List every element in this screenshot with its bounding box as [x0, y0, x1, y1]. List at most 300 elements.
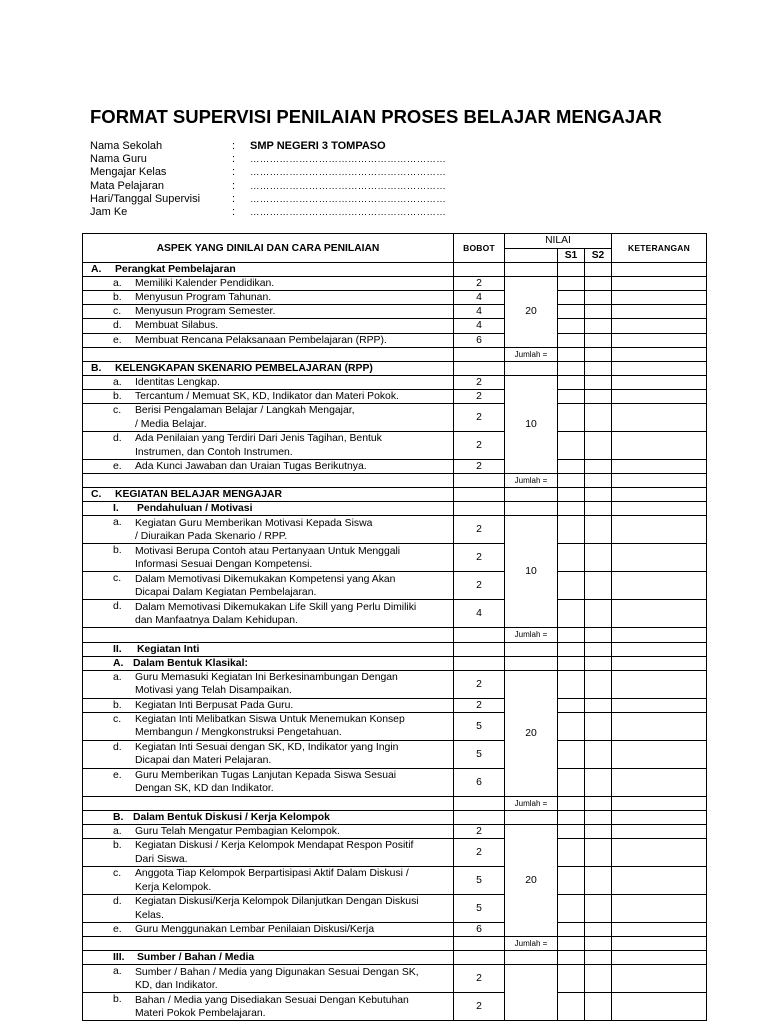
s1-cell [558, 951, 585, 965]
section-c-heading-label [83, 488, 454, 502]
table-row [83, 375, 707, 389]
table-row [83, 516, 707, 544]
keterangan-cell [612, 993, 707, 1021]
keterangan-cell [612, 642, 707, 656]
jumlah-label: Jumlah = [505, 937, 558, 951]
item-letter: c. [113, 306, 122, 318]
s2-cell [585, 796, 612, 810]
heading-title: Kegiatan Inti [137, 643, 200, 655]
s2-cell [585, 502, 612, 516]
nilai-cell [505, 361, 558, 375]
jumlah-label: Jumlah = [505, 628, 558, 642]
part-ii-heading [83, 642, 707, 656]
s2-cell [585, 740, 612, 768]
item-letter: a. [113, 376, 122, 388]
item-letter: c. [113, 573, 122, 585]
s2-cell [585, 839, 612, 867]
section-b-heading-label [83, 361, 454, 375]
jumlah-blank [83, 474, 454, 488]
item-text [83, 839, 454, 867]
heading-title: Dalam Bentuk Diskusi / Kerja Kelompok [133, 811, 330, 823]
heading-number: A. [91, 264, 102, 276]
group-score: 20 [505, 670, 558, 796]
nilai-cell [505, 810, 558, 824]
item-text [83, 544, 454, 572]
table-row [83, 740, 707, 768]
keterangan-cell [612, 965, 707, 993]
header-row [83, 234, 707, 249]
bobot-value: 2 [454, 698, 505, 712]
info-value-dots: …………………………………………………… [250, 180, 446, 192]
item-line: / Diuraikan Pada Skenario / RPP. [135, 530, 288, 542]
section-a-heading-label [83, 263, 454, 277]
info-colon: : [232, 153, 236, 166]
section-b-heading [83, 361, 707, 375]
bobot-value: 5 [454, 895, 505, 923]
s2-cell [585, 670, 612, 698]
jumlah-label: Jumlah = [505, 474, 558, 488]
keterangan-cell [612, 460, 707, 474]
item-line: Motivasi Berupa Contoh atau Pertanyaan Untuk Menggali [135, 545, 401, 557]
table-row [83, 670, 707, 698]
sub-a-heading [83, 656, 707, 670]
header-keterangan: KETERANGAN [612, 234, 707, 263]
table-row [83, 698, 707, 712]
item-line: Anggota Tiap Kelompok Berpartisipasi Aktif Dalam Diskusi / [135, 868, 409, 880]
item-line: Dicapai dan Materi Pelajaran. [135, 755, 272, 767]
s2-cell [585, 544, 612, 572]
sub-b-heading-label [83, 810, 454, 824]
s1-cell [558, 642, 585, 656]
header-aspek: ASPEK YANG DINILAI DAN CARA PENILAIAN [83, 234, 454, 263]
table-row [83, 965, 707, 993]
item-line: KD, dan Indikator. [135, 979, 218, 991]
item-line: Sumber / Bahan / Media yang Digunakan Sesuai Dengan SK, [135, 966, 419, 978]
item-line: Guru Memberikan Tugas Lanjutan Kepada Siswa Sesuai [135, 770, 397, 782]
keterangan-cell [612, 895, 707, 923]
item-text [83, 404, 454, 432]
heading-title: Perangkat Pembelajaran [115, 264, 236, 276]
item-letter: a. [113, 825, 122, 837]
table-row [83, 291, 707, 305]
s1-cell [558, 460, 585, 474]
s1-cell [558, 488, 585, 502]
table-row [83, 277, 707, 291]
heading-number: C. [91, 489, 102, 501]
info-value-school: SMP NEGERI 3 TOMPASO [250, 140, 386, 152]
keterangan-cell [612, 698, 707, 712]
section-a-heading [83, 263, 707, 277]
heading-number: A. [113, 657, 124, 669]
group-score: 10 [505, 516, 558, 628]
table-row [83, 993, 707, 1021]
keterangan-cell [612, 361, 707, 375]
keterangan-cell [612, 488, 707, 502]
item-line: Guru Menggunakan Lembar Penilaian Diskusi/Kerja [135, 924, 375, 936]
bobot-value: 2 [454, 965, 505, 993]
jumlah-blank [454, 937, 505, 951]
jumlah-blank [454, 628, 505, 642]
item-line: Ada Kunci Jawaban dan Uraian Tugas Berikutnya. [135, 461, 367, 473]
item-line: Identitas Lengkap. [135, 376, 220, 388]
s1-cell [558, 333, 585, 347]
heading-title: KEGIATAN BELAJAR MENGAJAR [115, 489, 283, 501]
heading-title: Dalam Bentuk Klasikal: [133, 657, 248, 669]
item-letter: d. [113, 601, 122, 613]
item-line: Kegiatan Diskusi / Kerja Kelompok Mendapat Respon Positif [135, 840, 414, 852]
heading-title: Pendahuluan / Motivasi [137, 503, 253, 515]
jumlah-blank [83, 347, 454, 361]
item-line: dan Manfaatnya Dalam Kehidupan. [135, 614, 298, 626]
s2-cell [585, 333, 612, 347]
keterangan-cell [612, 333, 707, 347]
item-letter: e. [113, 924, 122, 936]
info-colon: : [232, 192, 236, 205]
keterangan-cell [612, 768, 707, 796]
keterangan-cell [612, 404, 707, 432]
header-s1: S1 [558, 249, 585, 263]
bobot-cell [454, 502, 505, 516]
s1-cell [558, 432, 585, 460]
table-body [83, 263, 707, 1021]
keterangan-cell [612, 319, 707, 333]
s2-cell [585, 768, 612, 796]
s1-cell [558, 628, 585, 642]
s1-cell [558, 404, 585, 432]
info-label: Nama Guru [90, 153, 147, 166]
s2-cell [585, 698, 612, 712]
item-letter: e. [113, 769, 122, 781]
item-letter: e. [113, 334, 122, 346]
s2-cell [585, 712, 612, 740]
jumlah-row [83, 628, 707, 642]
item-text [83, 712, 454, 740]
info-label: Nama Sekolah [90, 140, 163, 152]
item-letter: b. [113, 994, 122, 1006]
header-nilai: NILAI [505, 234, 612, 249]
s2-cell [585, 656, 612, 670]
item-line: Dicapai Dalam Kegiatan Pembelajaran. [135, 586, 317, 598]
item-text [83, 432, 454, 460]
item-text [83, 291, 454, 305]
table-row [83, 712, 707, 740]
table-row [83, 333, 707, 347]
info-colon: : [232, 140, 236, 152]
part-iii-heading-label [83, 951, 454, 965]
item-line: Kegiatan Diskusi/Kerja Kelompok Dilanjutkan Dengan Diskusi [135, 896, 419, 908]
bobot-value: 4 [454, 291, 505, 305]
s1-cell [558, 923, 585, 937]
s2-cell [585, 923, 612, 937]
item-line: Instrumen, dan Contoh Instrumen. [135, 446, 293, 458]
heading-title: KELENGKAPAN SKENARIO PEMBELAJARAN (RPP) [115, 362, 373, 374]
keterangan-cell [612, 277, 707, 291]
jumlah-row [83, 474, 707, 488]
keterangan-cell [612, 923, 707, 937]
item-letter: b. [113, 699, 122, 711]
item-text [83, 993, 454, 1021]
group-score: 10 [505, 375, 558, 473]
s1-cell [558, 544, 585, 572]
nilai-cell [505, 502, 558, 516]
item-letter: a. [113, 966, 122, 978]
s2-cell [585, 628, 612, 642]
nilai-cell [505, 656, 558, 670]
info-label: Mata Pelajaran [90, 179, 164, 192]
info-value-dots: …………………………………………………… [250, 154, 446, 166]
item-line: Informasi Sesuai Dengan Kompetensi. [135, 558, 313, 570]
s1-cell [558, 516, 585, 544]
item-letter: b. [113, 545, 122, 557]
item-letter: c. [113, 868, 122, 880]
bobot-value: 2 [454, 839, 505, 867]
item-line: Membuat Rencana Pelaksanaan Pembelajaran (RPP). [135, 334, 387, 346]
jumlah-row [83, 796, 707, 810]
item-line: Motivasi yang Telah Disampaikan. [135, 685, 292, 697]
s1-cell [558, 291, 585, 305]
item-line: Dalam Memotivasi Dikemukakan Kompetensi yang Akan [135, 573, 396, 585]
table-row [83, 460, 707, 474]
group-score [505, 965, 558, 1021]
keterangan-cell [612, 347, 707, 361]
item-text [83, 305, 454, 319]
s1-cell [558, 740, 585, 768]
part-i-heading [83, 502, 707, 516]
s1-cell [558, 712, 585, 740]
s1-cell [558, 319, 585, 333]
keterangan-cell [612, 670, 707, 698]
item-text [83, 895, 454, 923]
jumlah-blank [83, 796, 454, 810]
item-text [83, 319, 454, 333]
jumlah-label: Jumlah = [505, 347, 558, 361]
s1-cell [558, 474, 585, 488]
bobot-value: 5 [454, 740, 505, 768]
jumlah-blank [454, 474, 505, 488]
item-line: Ada Penilaian yang Terdiri Dari Jenis Tagihan, Bentuk [135, 433, 382, 445]
keterangan-cell [612, 628, 707, 642]
s1-cell [558, 600, 585, 628]
keterangan-cell [612, 740, 707, 768]
table-row [83, 824, 707, 838]
item-text [83, 333, 454, 347]
bobot-value: 4 [454, 600, 505, 628]
table-row [83, 923, 707, 937]
bobot-value: 2 [454, 277, 505, 291]
table-row [83, 404, 707, 432]
bobot-value: 2 [454, 460, 505, 474]
item-line: Membuat Silabus. [135, 320, 219, 332]
bobot-cell [454, 488, 505, 502]
info-label: Mengajar Kelas [90, 166, 167, 179]
jumlah-label: Jumlah = [505, 796, 558, 810]
s2-cell [585, 965, 612, 993]
s1-cell [558, 263, 585, 277]
s2-cell [585, 867, 612, 895]
s1-cell [558, 277, 585, 291]
part-i-heading-label [83, 502, 454, 516]
item-line: Kerja Kelompok. [135, 881, 212, 893]
bobot-value: 5 [454, 867, 505, 895]
item-text [83, 516, 454, 544]
s1-cell [558, 993, 585, 1021]
s1-cell [558, 389, 585, 403]
assessment-table [82, 233, 707, 1021]
s2-cell [585, 319, 612, 333]
info-label: Jam Ke [90, 205, 128, 218]
keterangan-cell [612, 951, 707, 965]
header-s2: S2 [585, 249, 612, 263]
item-line: Menyusun Program Tahunan. [135, 292, 272, 304]
s2-cell [585, 460, 612, 474]
item-letter: b. [113, 840, 122, 852]
item-letter: a. [113, 517, 122, 529]
s2-cell [585, 347, 612, 361]
item-line: Kegiatan Inti Sesuai dengan SK, KD, Indikator yang Ingin [135, 742, 399, 754]
info-value-dots: …………………………………………………… [250, 193, 446, 205]
bobot-value: 2 [454, 404, 505, 432]
item-line: / Media Belajar. [135, 418, 207, 430]
item-letter: e. [113, 461, 122, 473]
bobot-value: 6 [454, 923, 505, 937]
part-ii-heading-label [83, 642, 454, 656]
item-line: Guru Telah Mengatur Pembagian Kelompok. [135, 825, 340, 837]
keterangan-cell [612, 263, 707, 277]
item-text [83, 460, 454, 474]
bobot-value: 2 [454, 375, 505, 389]
item-line: Dari Siswa. [135, 853, 188, 865]
bobot-value: 5 [454, 712, 505, 740]
bobot-cell [454, 361, 505, 375]
table-row [83, 432, 707, 460]
s1-cell [558, 937, 585, 951]
item-line: Dengan SK, KD dan Indikator. [135, 783, 274, 795]
item-text [83, 698, 454, 712]
s2-cell [585, 810, 612, 824]
item-line: Memiliki Kalender Pendidikan. [135, 278, 275, 290]
document-title: FORMAT SUPERVISI PENILAIAN PROSES BELAJAR MENGAJAR [90, 106, 662, 127]
item-text [83, 600, 454, 628]
s2-cell [585, 432, 612, 460]
item-letter: d. [113, 433, 122, 445]
item-letter: a. [113, 671, 122, 683]
bobot-cell [454, 656, 505, 670]
bobot-value: 2 [454, 572, 505, 600]
heading-number: III. [113, 952, 125, 964]
item-letter: b. [113, 390, 122, 402]
item-letter: a. [113, 278, 122, 290]
table-row [83, 895, 707, 923]
bobot-value: 2 [454, 824, 505, 838]
info-colon: : [232, 166, 236, 179]
sub-a-heading-label [83, 656, 454, 670]
item-text [83, 965, 454, 993]
item-line: Berisi Pengalaman Belajar / Langkah Mengajar, [135, 405, 355, 417]
item-line: Menyusun Program Semester. [135, 306, 276, 318]
header-nilai-blank [505, 249, 558, 263]
jumlah-blank [83, 937, 454, 951]
keterangan-cell [612, 824, 707, 838]
bobot-value: 2 [454, 670, 505, 698]
item-line: Kegiatan Inti Berpusat Pada Guru. [135, 699, 294, 711]
heading-number: I. [113, 503, 119, 515]
s2-cell [585, 277, 612, 291]
section-c-heading [83, 488, 707, 502]
s2-cell [585, 600, 612, 628]
nilai-cell [505, 951, 558, 965]
keterangan-cell [612, 474, 707, 488]
item-text [83, 923, 454, 937]
item-text [83, 277, 454, 291]
item-text [83, 670, 454, 698]
item-letter: c. [113, 713, 122, 725]
nilai-cell [505, 642, 558, 656]
jumlah-blank [83, 628, 454, 642]
keterangan-cell [612, 600, 707, 628]
table-row [83, 572, 707, 600]
keterangan-cell [612, 305, 707, 319]
bobot-value: 4 [454, 305, 505, 319]
s1-cell [558, 656, 585, 670]
header-bobot: BOBOT [454, 234, 505, 263]
keterangan-cell [612, 375, 707, 389]
keterangan-cell [612, 867, 707, 895]
bobot-cell [454, 810, 505, 824]
table-row [83, 319, 707, 333]
bobot-value: 2 [454, 993, 505, 1021]
table-row [83, 768, 707, 796]
item-text [83, 867, 454, 895]
s1-cell [558, 839, 585, 867]
bobot-value: 2 [454, 544, 505, 572]
bobot-value: 6 [454, 768, 505, 796]
keterangan-cell [612, 572, 707, 600]
s1-cell [558, 824, 585, 838]
s2-cell [585, 642, 612, 656]
item-line: Membangun / Mengkonstruksi Pengetahuan. [135, 727, 342, 739]
s2-cell [585, 993, 612, 1021]
nilai-cell [505, 488, 558, 502]
jumlah-blank [454, 347, 505, 361]
jumlah-row [83, 347, 707, 361]
info-label: Hari/Tanggal Supervisi [90, 192, 201, 205]
s1-cell [558, 895, 585, 923]
keterangan-cell [612, 796, 707, 810]
bobot-value: 2 [454, 432, 505, 460]
heading-number: B. [113, 811, 124, 823]
s1-cell [558, 375, 585, 389]
keterangan-cell [612, 389, 707, 403]
nilai-cell [505, 263, 558, 277]
bobot-cell [454, 642, 505, 656]
table-row [83, 389, 707, 403]
info-value-dots: …………………………………………………… [250, 167, 446, 179]
keterangan-cell [612, 656, 707, 670]
group-score: 20 [505, 277, 558, 347]
s2-cell [585, 824, 612, 838]
s1-cell [558, 796, 585, 810]
s2-cell [585, 291, 612, 305]
group-score: 20 [505, 824, 558, 936]
bobot-cell [454, 951, 505, 965]
keterangan-cell [612, 544, 707, 572]
item-letter: d. [113, 741, 122, 753]
table-row [83, 305, 707, 319]
s2-cell [585, 404, 612, 432]
table-row [83, 600, 707, 628]
info-value-dots: …………………………………………………… [250, 206, 446, 218]
bobot-value: 6 [454, 333, 505, 347]
